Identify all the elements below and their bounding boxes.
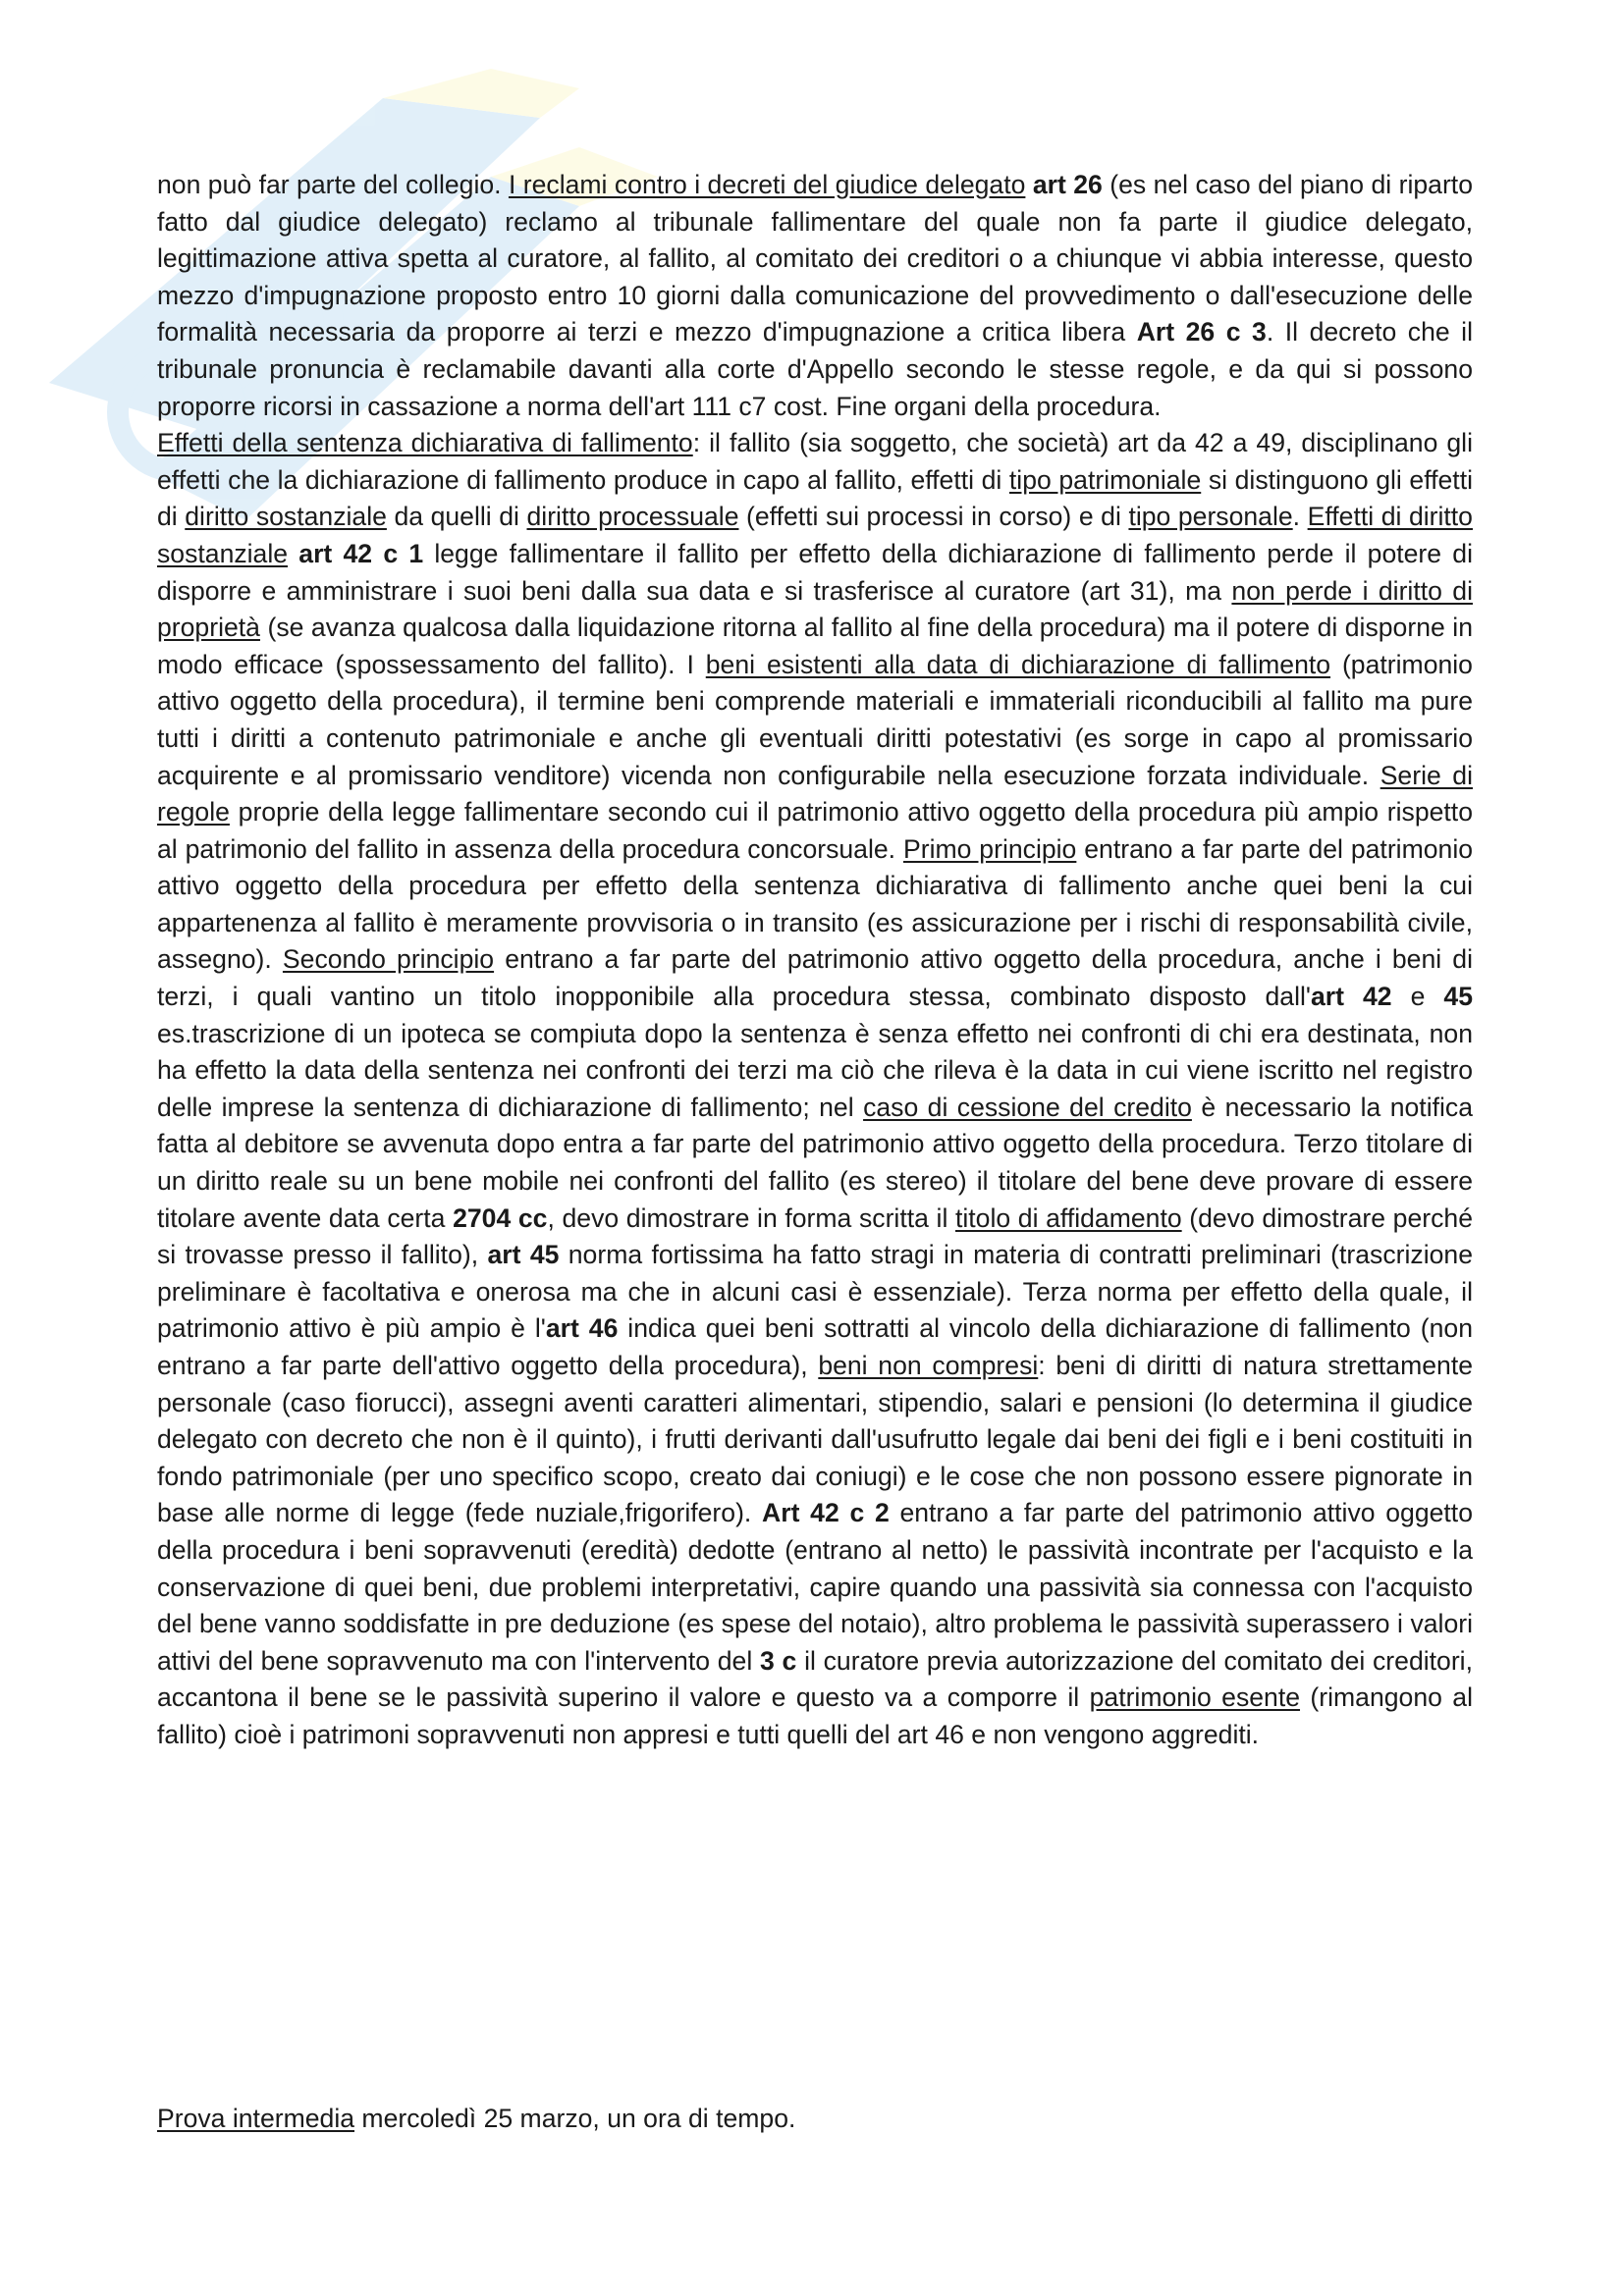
bold-reference: Art 42 c 2	[762, 1498, 890, 1528]
underlined-term: Primo principio	[902, 833, 1077, 864]
text-run: (es nel caso del piano di riparto fatto dal giudice delegato) reclamo al tribunale fallimentare del quale non fa parte il giudice delegato, legittimazione attiva spetta al curatore, al fallito, al comitato dei creditori o a chiunque vi abbia interesse, questo mezzo d'impugnazione proposto entro 10 giorni dalla comunicazione del provvedimento o dall'esecuzione delle formalità necessaria da proporre ai terzi e mezzo d'impugnazione a critica libera	[157, 170, 1473, 347]
text-run: (rimangono al fallito) cioè i patrimoni sopravvenuti non appresi e tutti quelli del art 46 e non vengono aggrediti.	[157, 1682, 1473, 1749]
text-run: proprie della legge fallimentare secondo cui il patrimonio attivo oggetto della procedura più ampio rispetto al patrimonio del fallito in assenza della procedura concorsuale.	[157, 797, 1473, 864]
underlined-term: patrimonio esente	[1089, 1682, 1301, 1713]
underlined-term: Effetti della sentenza dichiarativa di fallimento	[157, 428, 693, 458]
bold-reference: 3 c	[760, 1645, 797, 1676]
underlined-term: Secondo principio	[282, 944, 495, 975]
underlined-term: I reclami contro i decreti del giudice delegato	[508, 170, 1026, 199]
text-run: non può far parte del collegio.	[157, 170, 509, 199]
underlined-term: diritto processuale	[526, 502, 739, 532]
underlined-term: tipo personale	[1128, 502, 1293, 532]
exam-note	[157, 2101, 795, 2138]
bold-reference: 45	[1443, 982, 1473, 1012]
underlined-term: beni esistenti alla data di dichiarazione di fallimento	[705, 649, 1331, 679]
underlined-term: non perde i diritto di proprietà	[157, 575, 1473, 643]
text-run: norma fortissima ha fatto stragi in materia di contratti preliminari (trascrizione preliminare è facoltativa e onerosa ma che in alcuni casi è essenziale). Terza norma per effetto della quale, il patrimonio attivo è più ampio è l'	[157, 1240, 1473, 1344]
text-run: : il fallito (sia soggetto, che società) art da 42 a 49, disciplinano gli effetti che la dichiarazione di fallimento produce in capo al fallito, effetti di	[157, 428, 1473, 495]
text-run: si distinguono gli effetti di	[157, 464, 1473, 532]
text-run: (patrimonio attivo oggetto della procedura), il termine beni comprende materiali e immateriali riconducibili al fallito ma pure tutti i diritti a contenuto patrimoniale e anche gli eventuali diritti potestativi (es sorge in capo al promissario acquirente e al promissario venditore) vicenda non configurabile nella esecuzione forzata individuale.	[157, 649, 1473, 790]
bold-reference: art 26	[1032, 170, 1103, 199]
text-run: : beni di diritti di natura strettamente personale (caso fiorucci), assegni aventi caratteri alimentari, stipendio, salari e pensioni (lo determina il giudice delegato con decreto che non è il quinto), i frutti derivanti dall'usufrutto legale dai beni dei figli e i beni costituiti in fondo patrimoniale (per uno specifico scopo, creato dai coniugi) e le cose che non possono essere pignorate in base alle norme di legge (fede nuziale,frigorifero).	[157, 1351, 1473, 1528]
underlined-term: Effetti di diritto sostanziale	[157, 502, 1473, 568]
text-run: il curatore previa autorizzazione del comitato dei creditori, accantona il bene se le passività superino il valore e questo va a comporre il	[157, 1645, 1473, 1713]
text-run: (se avanza qualcosa dalla liquidazione ritorna al fallito al fine della procedura) ma il potere di disporne in modo efficace (spossessamento del fallito). I	[157, 613, 1473, 679]
bold-reference: Art 26 c 3	[1136, 317, 1267, 347]
underlined-term: diritto sostanziale	[185, 502, 387, 532]
text-run: entrano a far parte del patrimonio attivo oggetto della procedura i beni sopravvenuti (eredità) dedotte (entrano al netto) le passività incontrate per l'acquisto e la conservazione di quei beni, due problemi interpretativi, capire quando una passività sia connessa con l'acquisto del bene vanno soddisfatte in pre deduzione (es spese del notaio), altro problema le passività superassero i valori attivi del bene sopravvenuto ma con l'intervento del	[157, 1498, 1473, 1676]
text-run: entrano a far parte del patrimonio attivo oggetto della procedura per effetto della sentenza dichiarativa di fallimento anche quei beni la cui appartenenza al fallito è meramente provvisoria o in transito (es assicurazione per i rischi di responsabilità civile, assegno).	[157, 833, 1474, 975]
exam-note-label: Prova intermedia	[157, 2104, 355, 2133]
text-run: legge fallimentare il fallito per effetto della dichiarazione di fallimento perde il potere di disporre e amministrare i suoi beni dalla sua data e si trasferisce al curatore (art 31), ma	[157, 538, 1473, 606]
text-run: entrano a far parte del patrimonio attivo oggetto della procedura, anche i beni di terzi, i quali vantino un titolo inopponibile alla procedura stessa, combinato disposto dall'	[157, 944, 1473, 1012]
text-run: (effetti sui processi in corso) e di	[738, 502, 1129, 532]
text-run: , devo dimostrare in forma scritta il	[547, 1202, 955, 1233]
underlined-term: tipo patrimoniale	[1008, 464, 1202, 495]
text-run: è necessario la notifica fatta al debitore se avvenuta dopo entra a far parte del patrimonio attivo oggetto della procedura. Terzo titolare di un diritto reale su un bene mobile nei confronti del fallito (es stereo) il titolare del bene deve provare di essere titolare avente data certa	[157, 1092, 1473, 1233]
bold-reference: art 45	[487, 1240, 560, 1270]
text-run: . Il decreto che il tribunale pronuncia è reclamabile davanti alla corte d'Appello secondo le stesse regole, e da qui si possono proporre ricorsi in cassazione a norma dell'art 111 c7 cost. Fine organi della procedura.	[157, 317, 1473, 421]
paragraph-reclami	[157, 167, 1473, 425]
text-run: es.trascrizione di un ipoteca se compiuta dopo la sentenza è senza effetto nei confronti di chi era destinata, non ha effetto la data della sentenza nei confronti dei terzi ma ciò che rileva è la data in cui viene iscritto nel registro delle imprese la sentenza di dichiarazione di fallimento; nel	[157, 1018, 1473, 1122]
underlined-term: Serie di regole	[157, 760, 1474, 828]
text-run: e	[1391, 982, 1444, 1012]
underlined-term: beni non compresi	[818, 1351, 1039, 1380]
paragraph-effetti	[157, 425, 1473, 1753]
document-body	[157, 167, 1473, 1754]
bold-reference: art 46	[545, 1313, 619, 1344]
text-run: (devo dimostrare perché si trovasse presso il fallito),	[157, 1202, 1473, 1270]
bold-reference: art 42 c 1	[298, 538, 424, 568]
text-run: da quelli di	[386, 502, 527, 532]
underlined-term: caso di cessione del credito	[863, 1092, 1192, 1122]
bold-reference: art 42	[1310, 982, 1392, 1012]
text-run	[1025, 170, 1032, 199]
exam-note-text: mercoledì 25 marzo, un ora di tempo.	[354, 2104, 796, 2133]
bold-reference: 2704 cc	[453, 1202, 548, 1233]
text-run	[288, 539, 298, 568]
text-run: .	[1292, 502, 1308, 532]
underlined-term: titolo di affidamento	[955, 1202, 1182, 1233]
text-run: indica quei beni sottratti al vincolo della dichiarazione di fallimento (non entrano a far parte dell'attivo oggetto della procedura),	[157, 1313, 1474, 1380]
